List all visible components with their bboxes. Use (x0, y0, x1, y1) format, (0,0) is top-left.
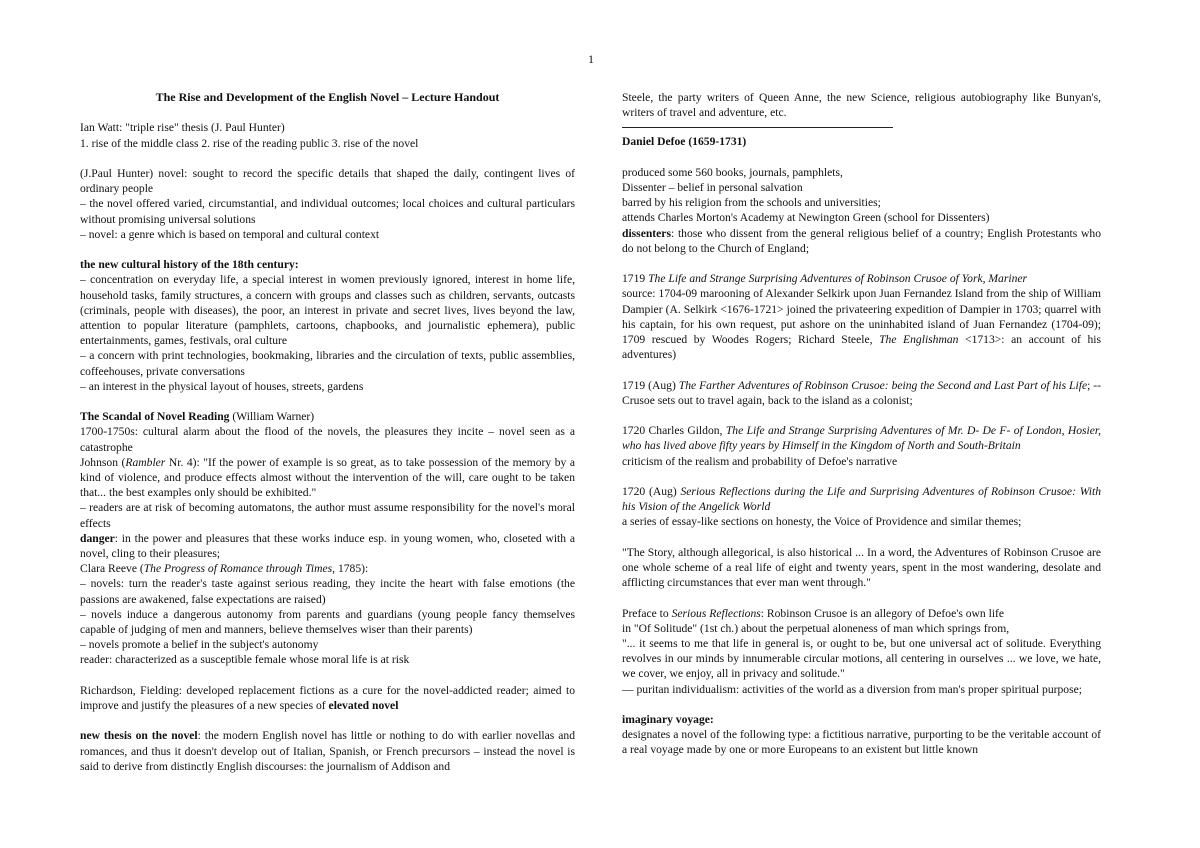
spacer (622, 150, 1101, 165)
puritan-line: — puritan individualism: activities of the world as a diversion from man's proper spiritual purpose; (622, 682, 1082, 696)
spacer (80, 105, 575, 120)
defoe-heading: Daniel Defoe (1659-1731) (622, 135, 747, 149)
cultural-history-paragraph-3: – an interest in the physical layout of houses, streets, gardens (80, 379, 364, 393)
reeve-point-3: – novels promote a belief in the subject's autonomy (80, 638, 319, 652)
page-title: The Rise and Development of the English Novel – Lecture Handout (155, 90, 500, 104)
johnson-quote (80, 455, 575, 501)
story-quote: "The Story, although allegorical, is also historical ... In a word, the Adventures of Robinson Crusoe are one whole scheme of a real life of eight and twenty years, spent in the most wandering, desolate and afflicting circumstances that ever man went through." (622, 545, 1101, 590)
scandal-heading: The Scandal of Novel Reading (80, 410, 230, 424)
defoe-fact-4: attends Charles Morton's Academy at Newington Green (school for Dissenters) (622, 211, 990, 225)
imaginary-voyage-heading: imaginary voyage: (622, 713, 714, 726)
reeve-point-2: – novels induce a dangerous autonomy from parents and guardians (young people fancy themselves capable of judging of men and manners, believe themselves wiser than their parents) (80, 607, 575, 637)
defoe-fact-3: barred by his religion from the schools and universities; (622, 196, 881, 210)
reeve-suffix: , 1785): (332, 562, 369, 576)
page-number: 1 (588, 52, 594, 66)
preface-title: Serious Reflections (671, 606, 761, 620)
cultural-history-heading: the new cultural history of the 18th century: (80, 258, 299, 272)
imaginary-voyage-text: designates a novel of the following type: a fictitious narrative, purporting to be the veritable account of a real voyage made by one or more Europeans to an existent but little known (622, 728, 1101, 757)
solitude-line: in "Of Solitude" (1st ch.) about the perpetual aloneness of man which springs from, (622, 621, 1010, 635)
cultural-history-paragraph-1: – concentration on everyday life, a special interest in women previously ignored, interest in home life, household tasks, family structures, a concern with groups and classes such as children, servants, outcasts (criminals, people with diseases), the poor, an interest in private and secret lives, lives beyond the law, attention to popular literature (pamphlets, cartoons, chapbooks, and journalistic ephemera), public entertainments, games, festivals, oral culture (80, 273, 575, 348)
reeve-point-4: reader: characterized as a susceptible female whose moral life is at risk (80, 653, 410, 667)
farther-adventures-title: The Farther Adventures of Robinson Crusoe: being the Second and Last Part of his Life (678, 378, 1088, 392)
danger-label: danger (80, 531, 115, 545)
solitude-quote: "... it seems to me that life in general is, or ought to be, but one universal act of solitude. Everything revolves in our minds by innumerable circular motions, all centering in ourselves ... we love, we hate, we cover, we enjoy, all in privacy and solitude." (622, 637, 1101, 681)
left-column (80, 90, 575, 774)
thesis-label: new thesis on the novel (80, 729, 198, 743)
scandal-author: (William Warner) (229, 410, 315, 424)
johnson-text: Nr. 4): "If the power of example is so great, as to take possession of the memory by a kind of violence, and produce effects almost without the intervention of the will, care ought to be taken that... the best examples only should be exhibited." (80, 455, 575, 500)
preface-line (622, 606, 1101, 621)
right-column (622, 90, 1101, 758)
spacer (622, 469, 1101, 484)
defoe-fact-1: produced some 560 books, journals, pamphlets, (622, 165, 843, 179)
serious-reflections-text: a series of essay-like sections on honesty, the Voice of Providence and similar themes; (622, 515, 1022, 529)
spacer (80, 151, 575, 166)
spacer (622, 590, 1101, 605)
johnson-prefix: Johnson ( (80, 455, 126, 469)
elevated-novel-term: elevated novel (328, 699, 399, 713)
hunter-paragraph-1: (J.Paul Hunter) novel: sought to record the specific details that shaped the daily, contingent lives of ordinary people (80, 166, 575, 196)
serious-reflections-year: 1720 (Aug) (622, 485, 681, 498)
gildon-entry (622, 423, 1101, 453)
continuation-paragraph: Steele, the party writers of Queen Anne, the new Science, religious autobiography like Bunyan's, writers of travel and adventure, etc. (622, 91, 1101, 120)
hunter-paragraph-2: – the novel offered varied, circumstantial, and individual outcomes; local choices and cultural particulars without promising universal solutions (80, 197, 575, 226)
reeve-title: The Progress of Romance through Times (143, 562, 333, 576)
scandal-paragraph: 1700-1750s: cultural alarm about the flood of the novels, the pleasures they incite – novel seen as a catastrophe (80, 425, 575, 454)
spacer (80, 668, 575, 683)
spacer (80, 242, 575, 257)
defoe-fact-2: Dissenter – belief in personal salvation (622, 181, 803, 194)
hunter-paragraph-3: – novel: a genre which is based on temporal and cultural context (80, 227, 380, 241)
spacer (622, 256, 1101, 271)
section-divider (622, 127, 893, 128)
reeve-line (80, 561, 575, 576)
spacer (622, 697, 1101, 712)
farther-adventures-year: 1719 (Aug) (622, 378, 679, 392)
rambler-title: Rambler (125, 455, 166, 469)
watt-thesis-list: 1. rise of the middle class 2. rise of the reading public 3. rise of the novel (80, 136, 419, 150)
preface-text: : Robinson Crusoe is an allegory of Defoe's own life (760, 606, 1005, 620)
farther-adventures-text: ; -- Crusoe sets out to travel again, back to the island as a colonist; (622, 378, 1101, 407)
watt-thesis-line: Ian Watt: "triple rise" thesis (J. Paul Hunter) (80, 121, 285, 135)
crusoe-1719-year: 1719 (622, 272, 649, 286)
scandal-heading-line (80, 409, 575, 424)
gildon-title: The Life and Strange Surprising Adventures of Mr. D- De F- of London, Hosier, who has lived above fifty years by Himself in the Kingdom of North and South-Britain (622, 424, 1102, 453)
danger-text: : in the power and pleasures that these works induce esp. in young women, who, closeted with a novel, cling to their pleasures; (80, 531, 575, 561)
serious-reflections-title: Serious Reflections during the Life and Surprising Adventures of Robinson Crusoe: With his Vision of the Angelick World (622, 485, 1101, 514)
gildon-criticism: criticism of the realism and probability of Defoe's narrative (622, 454, 898, 468)
thesis-text: : the modern English novel has little or nothing to do with earlier novellas and romances, and thus it doesn't develop out of Italian, Spanish, or French precursors – instead the novel is said to derive from distinctly English discourses: the journalism of Addison and (80, 729, 575, 773)
crusoe-source (622, 286, 1101, 362)
crusoe-source-text: source: 1704-09 marooning of Alexander Selkirk upon Juan Fernandez Island from the ship of William Dampier (A. Selkirk <1676-1721> joined the privateering expedition of Dampier in 1703; quarrel with his captain, for his own request, put ashore on the uninhabited island of Juan Fernandez (1704-09); 1709 rescued by Woodes Rogers; Richard Steele, (622, 287, 1101, 347)
dissenters-label: dissenters (622, 226, 671, 240)
farther-adventures (622, 378, 1101, 408)
crusoe-1719-title (622, 271, 1101, 286)
spacer (622, 530, 1101, 545)
preface-prefix: Preface to (622, 606, 672, 620)
danger-paragraph (80, 531, 575, 561)
dissenters-definition (622, 226, 1101, 256)
englishman-title: The Englishman (879, 333, 959, 347)
serious-reflections-entry (622, 484, 1101, 514)
richardson-paragraph (80, 683, 575, 713)
thesis-paragraph (80, 728, 575, 774)
cultural-history-paragraph-2: – a concern with print technologies, bookmaking, libraries and the circulation of texts, public assemblies, coffeehouses, private conversations (80, 349, 575, 378)
spacer (80, 713, 575, 728)
crusoe-1719-work: The Life and Strange Surprising Adventures of Robinson Crusoe of York, Mariner (648, 272, 1028, 286)
crusoe-source-end: <1713>: an account of his adventures) (622, 333, 1101, 362)
gildon-prefix: 1720 Charles Gildon, (622, 424, 726, 438)
spacer (622, 362, 1101, 377)
readers-risk-paragraph: – readers are at risk of becoming automatons, the author must assume responsibility for the novel's moral effects (80, 501, 575, 530)
reeve-prefix: Clara Reeve ( (80, 562, 144, 576)
reeve-point-1: – novels: turn the reader's taste against serious reading, they incite the heart with false emotions (the passions are awakened, false expectations are raised) (80, 577, 575, 606)
dissenters-text: : those who dissent from the general religious belief of a country; English Protestants who do not belong to the Church of England; (622, 226, 1101, 255)
spacer (80, 394, 575, 409)
spacer (622, 408, 1101, 423)
richardson-text: Richardson, Fielding: developed replacement fictions as a cure for the novel-addicted reader; aimed to improve and justify the pleasures of a new species of (80, 683, 575, 713)
